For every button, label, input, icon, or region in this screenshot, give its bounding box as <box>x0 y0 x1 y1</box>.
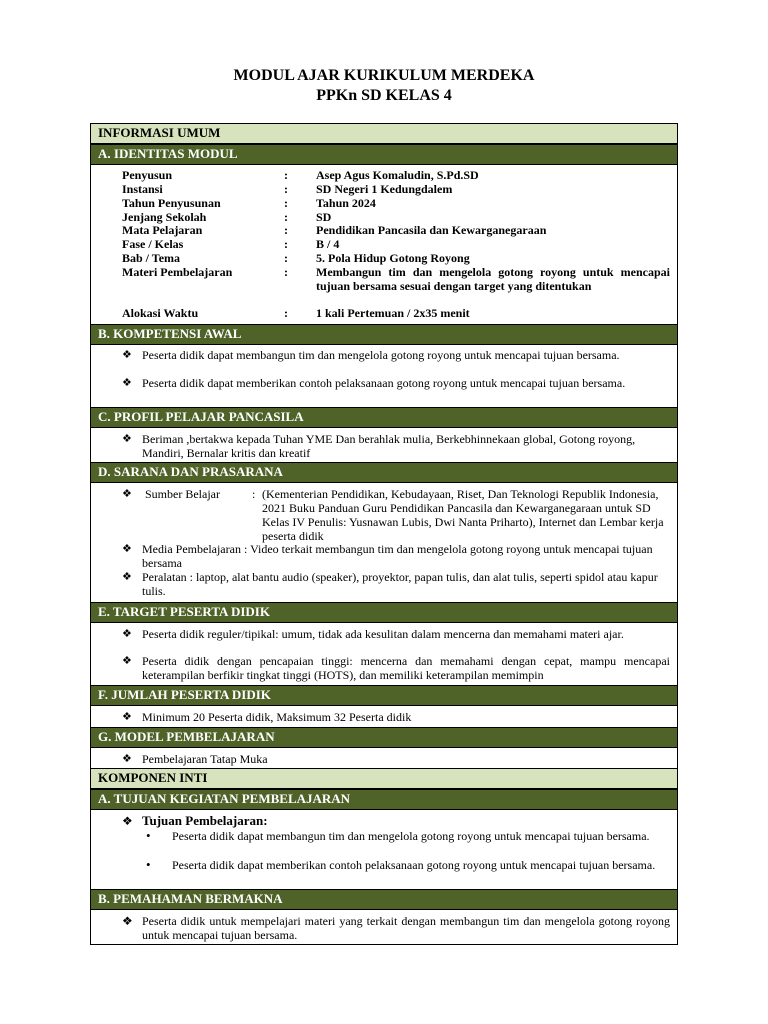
identitas-colon: : <box>284 265 288 279</box>
diamond-bullet-icon: ❖ <box>122 655 132 667</box>
section-jumlah-peserta: F. JUMLAH PESERTA DIDIK <box>91 685 677 706</box>
diamond-bullet-icon: ❖ <box>122 433 132 445</box>
diamond-bullet-icon: ❖ <box>122 628 132 640</box>
section-pemahaman-bermakna: B. PEMAHAMAN BERMAKNA <box>91 889 677 910</box>
list-item: Peserta didik dapat membangun tim dan mengelola gotong royong untuk mencapai tujuan bersama. <box>172 829 650 843</box>
list-item: Peserta didik dapat memberikan contoh pelaksanaan gotong royong untuk mencapai tujuan bersama. <box>142 376 626 390</box>
diamond-bullet-icon: ❖ <box>122 543 132 555</box>
section-informasi-umum: INFORMASI UMUM <box>91 123 677 144</box>
sumber-belajar-colon: : <box>252 487 256 501</box>
identitas-label: Fase / Kelas <box>122 237 184 251</box>
list-item: Peralatan : laptop, alat bantu audio (speaker), proyektor, papan tulis, dan alat tulis, seperti spidol atau kapur tulis. <box>142 570 658 598</box>
section-identitas-modul: A. IDENTITAS MODUL <box>91 144 677 165</box>
document-title: MODUL AJAR KURIKULUM MERDEKA <box>233 67 535 84</box>
identitas-colon: : <box>284 306 288 320</box>
diamond-bullet-icon: ❖ <box>122 753 132 765</box>
list-item: Pembelajaran Tatap Muka <box>142 752 268 766</box>
list-item: Minimum 20 Peserta didik, Maksimum 32 Peserta didik <box>142 710 412 724</box>
section-sarana-prasarana: D. SARANA DAN PRASARANA <box>91 462 677 483</box>
section-komponen-inti: KOMPONEN INTI <box>91 768 677 789</box>
diamond-bullet-icon: ❖ <box>122 711 132 723</box>
identitas-value: 5. Pola Hidup Gotong Royong <box>316 251 470 265</box>
identitas-colon: : <box>284 168 288 182</box>
identitas-label: Penyusun <box>122 168 173 182</box>
identitas-colon: : <box>284 182 288 196</box>
section-model-pembelajaran: G. MODEL PEMBELAJARAN <box>91 727 677 748</box>
identitas-value: Tahun 2024 <box>316 196 376 210</box>
identitas-colon: : <box>284 196 288 210</box>
identitas-value: SD Negeri 1 Kedungdalem <box>316 182 453 196</box>
identitas-value: Membangun tim dan mengelola gotong royong untuk mencapai tujuan bersama sesuai dengan target yang ditentukan <box>316 265 670 293</box>
sumber-belajar-label: Sumber Belajar <box>145 487 220 501</box>
document-subtitle: PPKn SD KELAS 4 <box>316 87 452 104</box>
diamond-bullet-icon: ❖ <box>122 914 133 928</box>
dot-bullet-icon: • <box>146 857 151 872</box>
identitas-value: Pendidikan Pancasila dan Kewarganegaraan <box>316 223 547 237</box>
identitas-value: B / 4 <box>316 237 340 251</box>
sumber-belajar-value: (Kementerian Pendidikan, Kebudayaan, Riset, Dan Teknologi Republik Indonesia, 2021 Buku Panduan Guru Pendidikan Pancasila dan Kewarganegaraan untuk SD Kelas IV Penulis: Yusnawan Lubis, Dwi Nanta Priharto), Internet dan Lembar kerja peserta didik <box>262 487 664 543</box>
identitas-colon: : <box>284 210 288 224</box>
identitas-value: 1 kali Pertemuan / 2x35 menit <box>316 306 470 320</box>
identitas-label: Alokasi Waktu <box>122 306 199 320</box>
tujuan-heading: Tujuan Pembelajaran: <box>142 813 268 828</box>
section-kompetensi-awal: B. KOMPETENSI AWAL <box>91 324 677 345</box>
identitas-value: SD <box>316 210 332 224</box>
identitas-label: Mata Pelajaran <box>122 223 203 237</box>
list-item: Peserta didik dapat memberikan contoh pelaksanaan gotong royong untuk mencapai tujuan bersama. <box>172 858 656 872</box>
list-item: Beriman ,bertakwa kepada Tuhan YME Dan berahlak mulia, Berkebhinnekaan global, Gotong royong, Mandiri, Bernalar kritis dan kreatif <box>142 432 636 460</box>
identitas-label: Instansi <box>122 182 163 196</box>
diamond-bullet-icon: ❖ <box>122 349 132 361</box>
section-tujuan-kegiatan: A. TUJUAN KEGIATAN PEMBELAJARAN <box>91 789 677 810</box>
identitas-label: Tahun Penyusunan <box>122 196 221 210</box>
identitas-label: Materi Pembelajaran <box>122 265 233 279</box>
identitas-label: Jenjang Sekolah <box>122 210 207 224</box>
list-item: Peserta didik reguler/tipikal: umum, tidak ada kesulitan dalam mencerna dan memahami materi ajar. <box>142 627 624 641</box>
diamond-bullet-icon: ❖ <box>122 488 132 500</box>
diamond-bullet-icon: ❖ <box>122 814 133 828</box>
identitas-label: Bab / Tema <box>122 251 181 265</box>
diamond-bullet-icon: ❖ <box>122 377 132 389</box>
identitas-colon: : <box>284 251 288 265</box>
diamond-bullet-icon: ❖ <box>122 571 132 583</box>
identitas-colon: : <box>284 223 288 237</box>
identitas-colon: : <box>284 237 288 251</box>
section-target-peserta: E. TARGET PESERTA DIDIK <box>91 602 677 623</box>
dot-bullet-icon: • <box>146 828 151 843</box>
identitas-value: Asep Agus Komaludin, S.Pd.SD <box>316 168 479 182</box>
section-profil-pelajar: C. PROFIL PELAJAR PANCASILA <box>91 407 677 428</box>
list-item: Peserta didik dengan pencapaian tinggi: mencerna dan memahami dengan cepat, mampu mencapai keterampilan berfikir tingkat tinggi (HOTS), dan memiliki keterampilan memimpin <box>142 654 670 682</box>
list-item: Media Pembelajaran : Video terkait membangun tim dan mengelola gotong royong untuk mencapai tujuan bersama <box>142 542 653 570</box>
list-item: Peserta didik untuk mempelajari materi yang terkait dengan membangun tim dan mengelola gotong royong untuk mencapai tujuan bersama. <box>142 914 670 942</box>
list-item: Peserta didik dapat membangun tim dan mengelola gotong royong untuk mencapai tujuan bersama. <box>142 348 620 362</box>
